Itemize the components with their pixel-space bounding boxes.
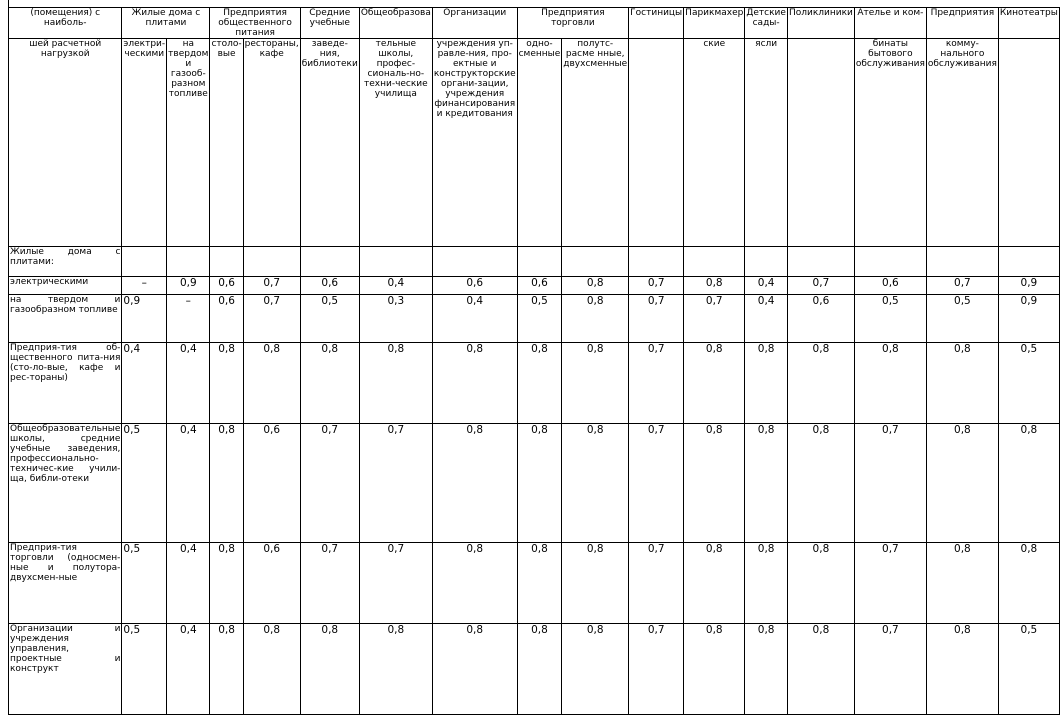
value-cell: 0,9	[998, 277, 1059, 295]
empty-cell	[787, 247, 854, 277]
value-cell: 0,5	[122, 424, 167, 543]
table-row	[9, 543, 1060, 624]
group-row	[9, 247, 1060, 277]
header-communal-services: комму-нального обслуживания	[926, 39, 998, 247]
row-label: Предприя-тия об-щественного пита-ния (сто-ло-вые, кафе и рес-тораны)	[9, 343, 122, 424]
value-cell: 0,5	[926, 295, 998, 343]
value-cell: 0,5	[300, 295, 359, 343]
value-cell: 0,7	[854, 424, 926, 543]
value-cell: 0,8	[243, 343, 300, 424]
value-cell: 0,5	[854, 295, 926, 343]
value-cell: 0,6	[517, 277, 562, 295]
value-cell: 0,8	[684, 424, 745, 543]
table-top-fragment	[8, 0, 783, 7]
value-cell: 0,8	[210, 543, 243, 624]
empty-cell	[432, 247, 517, 277]
value-cell: 0,8	[562, 295, 629, 343]
value-cell: 0,8	[684, 277, 745, 295]
value-cell: 0,7	[243, 295, 300, 343]
table-row	[9, 277, 1060, 295]
value-cell: 0,8	[998, 424, 1059, 543]
value-cell: 0,8	[684, 624, 745, 715]
value-cell: 0,8	[926, 543, 998, 624]
table-row	[9, 343, 1060, 424]
row-label: Предприя-тия торговли (односмен-ные и полутора-двухсмен-ные	[9, 543, 122, 624]
value-cell: 0,7	[359, 424, 432, 543]
row-label: Общеобразовательные школы, средние учебные заведения, профессионально-техничес-кие учили-ща, библи-отеки	[9, 424, 122, 543]
empty-cell	[167, 247, 210, 277]
coefficient-table	[8, 7, 1060, 715]
value-cell: 0,7	[787, 277, 854, 295]
value-cell: 0,8	[926, 424, 998, 543]
empty-cell	[854, 247, 926, 277]
value-cell: 0,7	[854, 624, 926, 715]
value-cell: 0,8	[998, 543, 1059, 624]
value-cell: 0,8	[432, 424, 517, 543]
value-cell: 0,8	[517, 424, 562, 543]
value-cell: 0,7	[629, 277, 684, 295]
value-cell: 0,8	[562, 543, 629, 624]
empty-cell	[926, 247, 998, 277]
header-clinics-sub	[787, 39, 854, 247]
header-restaurants: рестораны, кафе	[243, 39, 300, 247]
value-cell: 0,8	[243, 624, 300, 715]
header-organizations: Организации	[432, 8, 517, 39]
value-cell: 0,7	[300, 424, 359, 543]
header-hotels-sub	[629, 39, 684, 247]
value-cell: 0,8	[432, 543, 517, 624]
empty-cell	[629, 247, 684, 277]
value-cell: 0,9	[122, 295, 167, 343]
value-cell: 0,6	[210, 295, 243, 343]
value-cell: 0,7	[629, 424, 684, 543]
header-hairdressers: Парикмахер	[684, 8, 745, 39]
value-cell: 0,8	[517, 543, 562, 624]
empty-cell	[745, 247, 788, 277]
value-cell: 0,7	[243, 277, 300, 295]
value-cell: 0,8	[300, 624, 359, 715]
header-one-shift: одно-сменные	[517, 39, 562, 247]
empty-cell	[243, 247, 300, 277]
empty-cell	[517, 247, 562, 277]
header-cinemas-sub	[998, 39, 1059, 247]
header-two-shift: полутс-расме нные, двухсменные	[562, 39, 629, 247]
value-cell: 0,8	[517, 343, 562, 424]
value-cell: 0,8	[562, 277, 629, 295]
value-cell: 0,8	[684, 543, 745, 624]
value-cell: 0,4	[167, 343, 210, 424]
header-canteens: столо-вые	[210, 39, 243, 247]
value-cell: 0,8	[562, 624, 629, 715]
value-cell: –	[122, 277, 167, 295]
value-cell: 0,7	[684, 295, 745, 343]
table-row	[9, 424, 1060, 543]
header-row-1	[9, 8, 1060, 39]
value-cell: 0,5	[517, 295, 562, 343]
value-cell: 0,7	[926, 277, 998, 295]
value-cell: 0,4	[432, 295, 517, 343]
value-cell: 0,7	[854, 543, 926, 624]
group-label: Жилые дома с плитами:	[9, 247, 122, 277]
value-cell: 0,8	[517, 624, 562, 715]
empty-cell	[562, 247, 629, 277]
value-cell: 0,8	[926, 343, 998, 424]
header-residential: Жилые дома с плитами	[122, 8, 210, 39]
row-label: электрическими	[9, 277, 122, 295]
value-cell: 0,4	[359, 277, 432, 295]
value-cell: 0,4	[122, 343, 167, 424]
value-cell: 0,7	[300, 543, 359, 624]
value-cell: 0,7	[629, 343, 684, 424]
value-cell: 0,6	[787, 295, 854, 343]
value-cell: 0,8	[787, 624, 854, 715]
header-hairdressers-sub: ские	[684, 39, 745, 247]
value-cell: 0,8	[787, 424, 854, 543]
value-cell: 0,4	[745, 277, 788, 295]
value-cell: 0,8	[745, 343, 788, 424]
empty-cell	[300, 247, 359, 277]
value-cell: 0,8	[787, 343, 854, 424]
value-cell: 0,6	[210, 277, 243, 295]
empty-cell	[210, 247, 243, 277]
header-solid-fuel: на твердом и газооб-разном топливе	[167, 39, 210, 247]
value-cell: 0,8	[854, 343, 926, 424]
header-secondary-schools: Средние учебные	[300, 8, 359, 39]
value-cell: 0,7	[629, 543, 684, 624]
row-label: на твердом и газообразном топливе	[9, 295, 122, 343]
value-cell: 0,8	[300, 343, 359, 424]
value-cell: 0,6	[432, 277, 517, 295]
value-cell: 0,5	[122, 624, 167, 715]
row-label: Организации и учреждения управления, проектные и конструкт	[9, 624, 122, 715]
header-row-2	[9, 39, 1060, 247]
value-cell: 0,8	[926, 624, 998, 715]
value-cell: 0,8	[210, 424, 243, 543]
value-cell: 0,4	[167, 543, 210, 624]
value-cell: 0,6	[854, 277, 926, 295]
header-libraries: заведе-ния, библиотеки	[300, 39, 359, 247]
header-clinics: Поликлиники	[787, 8, 854, 39]
value-cell: 0,9	[998, 295, 1059, 343]
empty-cell	[684, 247, 745, 277]
header-nurseries: ясли	[745, 39, 788, 247]
table-row	[9, 295, 1060, 343]
value-cell: 0,8	[359, 624, 432, 715]
value-cell: 0,8	[432, 624, 517, 715]
header-institutions: учреждения уп-равле-ния, про-ектные и конструкторские органи-зации, учреждения финансирования и кредитования	[432, 39, 517, 247]
value-cell: –	[167, 295, 210, 343]
value-cell: 0,4	[745, 295, 788, 343]
header-electric: электри-ческими	[122, 39, 167, 247]
value-cell: 0,8	[359, 343, 432, 424]
empty-cell	[359, 247, 432, 277]
value-cell: 0,5	[122, 543, 167, 624]
header-vocational: тельные школы, профес-сиональ-но-техни-ческие училища	[359, 39, 432, 247]
value-cell: 0,8	[684, 343, 745, 424]
value-cell: 0,8	[210, 624, 243, 715]
value-cell: 0,3	[359, 295, 432, 343]
table-row	[9, 624, 1060, 715]
value-cell: 0,7	[629, 624, 684, 715]
value-cell: 0,4	[167, 424, 210, 543]
value-cell: 0,7	[359, 543, 432, 624]
value-cell: 0,8	[787, 543, 854, 624]
value-cell: 0,5	[998, 624, 1059, 715]
header-hotels: Гостиницы	[629, 8, 684, 39]
header-consumer-services: бинаты бытового обслуживания	[854, 39, 926, 247]
value-cell: 0,6	[243, 424, 300, 543]
header-catering: Предприятия общественного питания	[210, 8, 300, 39]
header-trade: Предприятия торговли	[517, 8, 629, 39]
value-cell: 0,8	[745, 424, 788, 543]
header-kindergartens: Детские сады-	[745, 8, 788, 39]
value-cell: 0,6	[243, 543, 300, 624]
header-corner-top: (помещения) с наиболь-	[9, 8, 122, 39]
header-communal: Предприятия	[926, 8, 998, 39]
header-corner-bottom: шей расчетной нагрузкой	[9, 39, 122, 247]
value-cell: 0,5	[998, 343, 1059, 424]
value-cell: 0,7	[629, 295, 684, 343]
value-cell: 0,8	[432, 343, 517, 424]
value-cell: 0,4	[167, 624, 210, 715]
empty-cell	[998, 247, 1059, 277]
value-cell: 0,8	[210, 343, 243, 424]
header-general-schools: Общеобразова	[359, 8, 432, 39]
value-cell: 0,8	[562, 424, 629, 543]
value-cell: 0,6	[300, 277, 359, 295]
value-cell: 0,8	[745, 624, 788, 715]
header-cinemas: Кинотеатры	[998, 8, 1059, 39]
header-ateliers: Ателье и ком-	[854, 8, 926, 39]
value-cell: 0,8	[562, 343, 629, 424]
value-cell: 0,8	[745, 543, 788, 624]
empty-cell	[122, 247, 167, 277]
value-cell: 0,9	[167, 277, 210, 295]
